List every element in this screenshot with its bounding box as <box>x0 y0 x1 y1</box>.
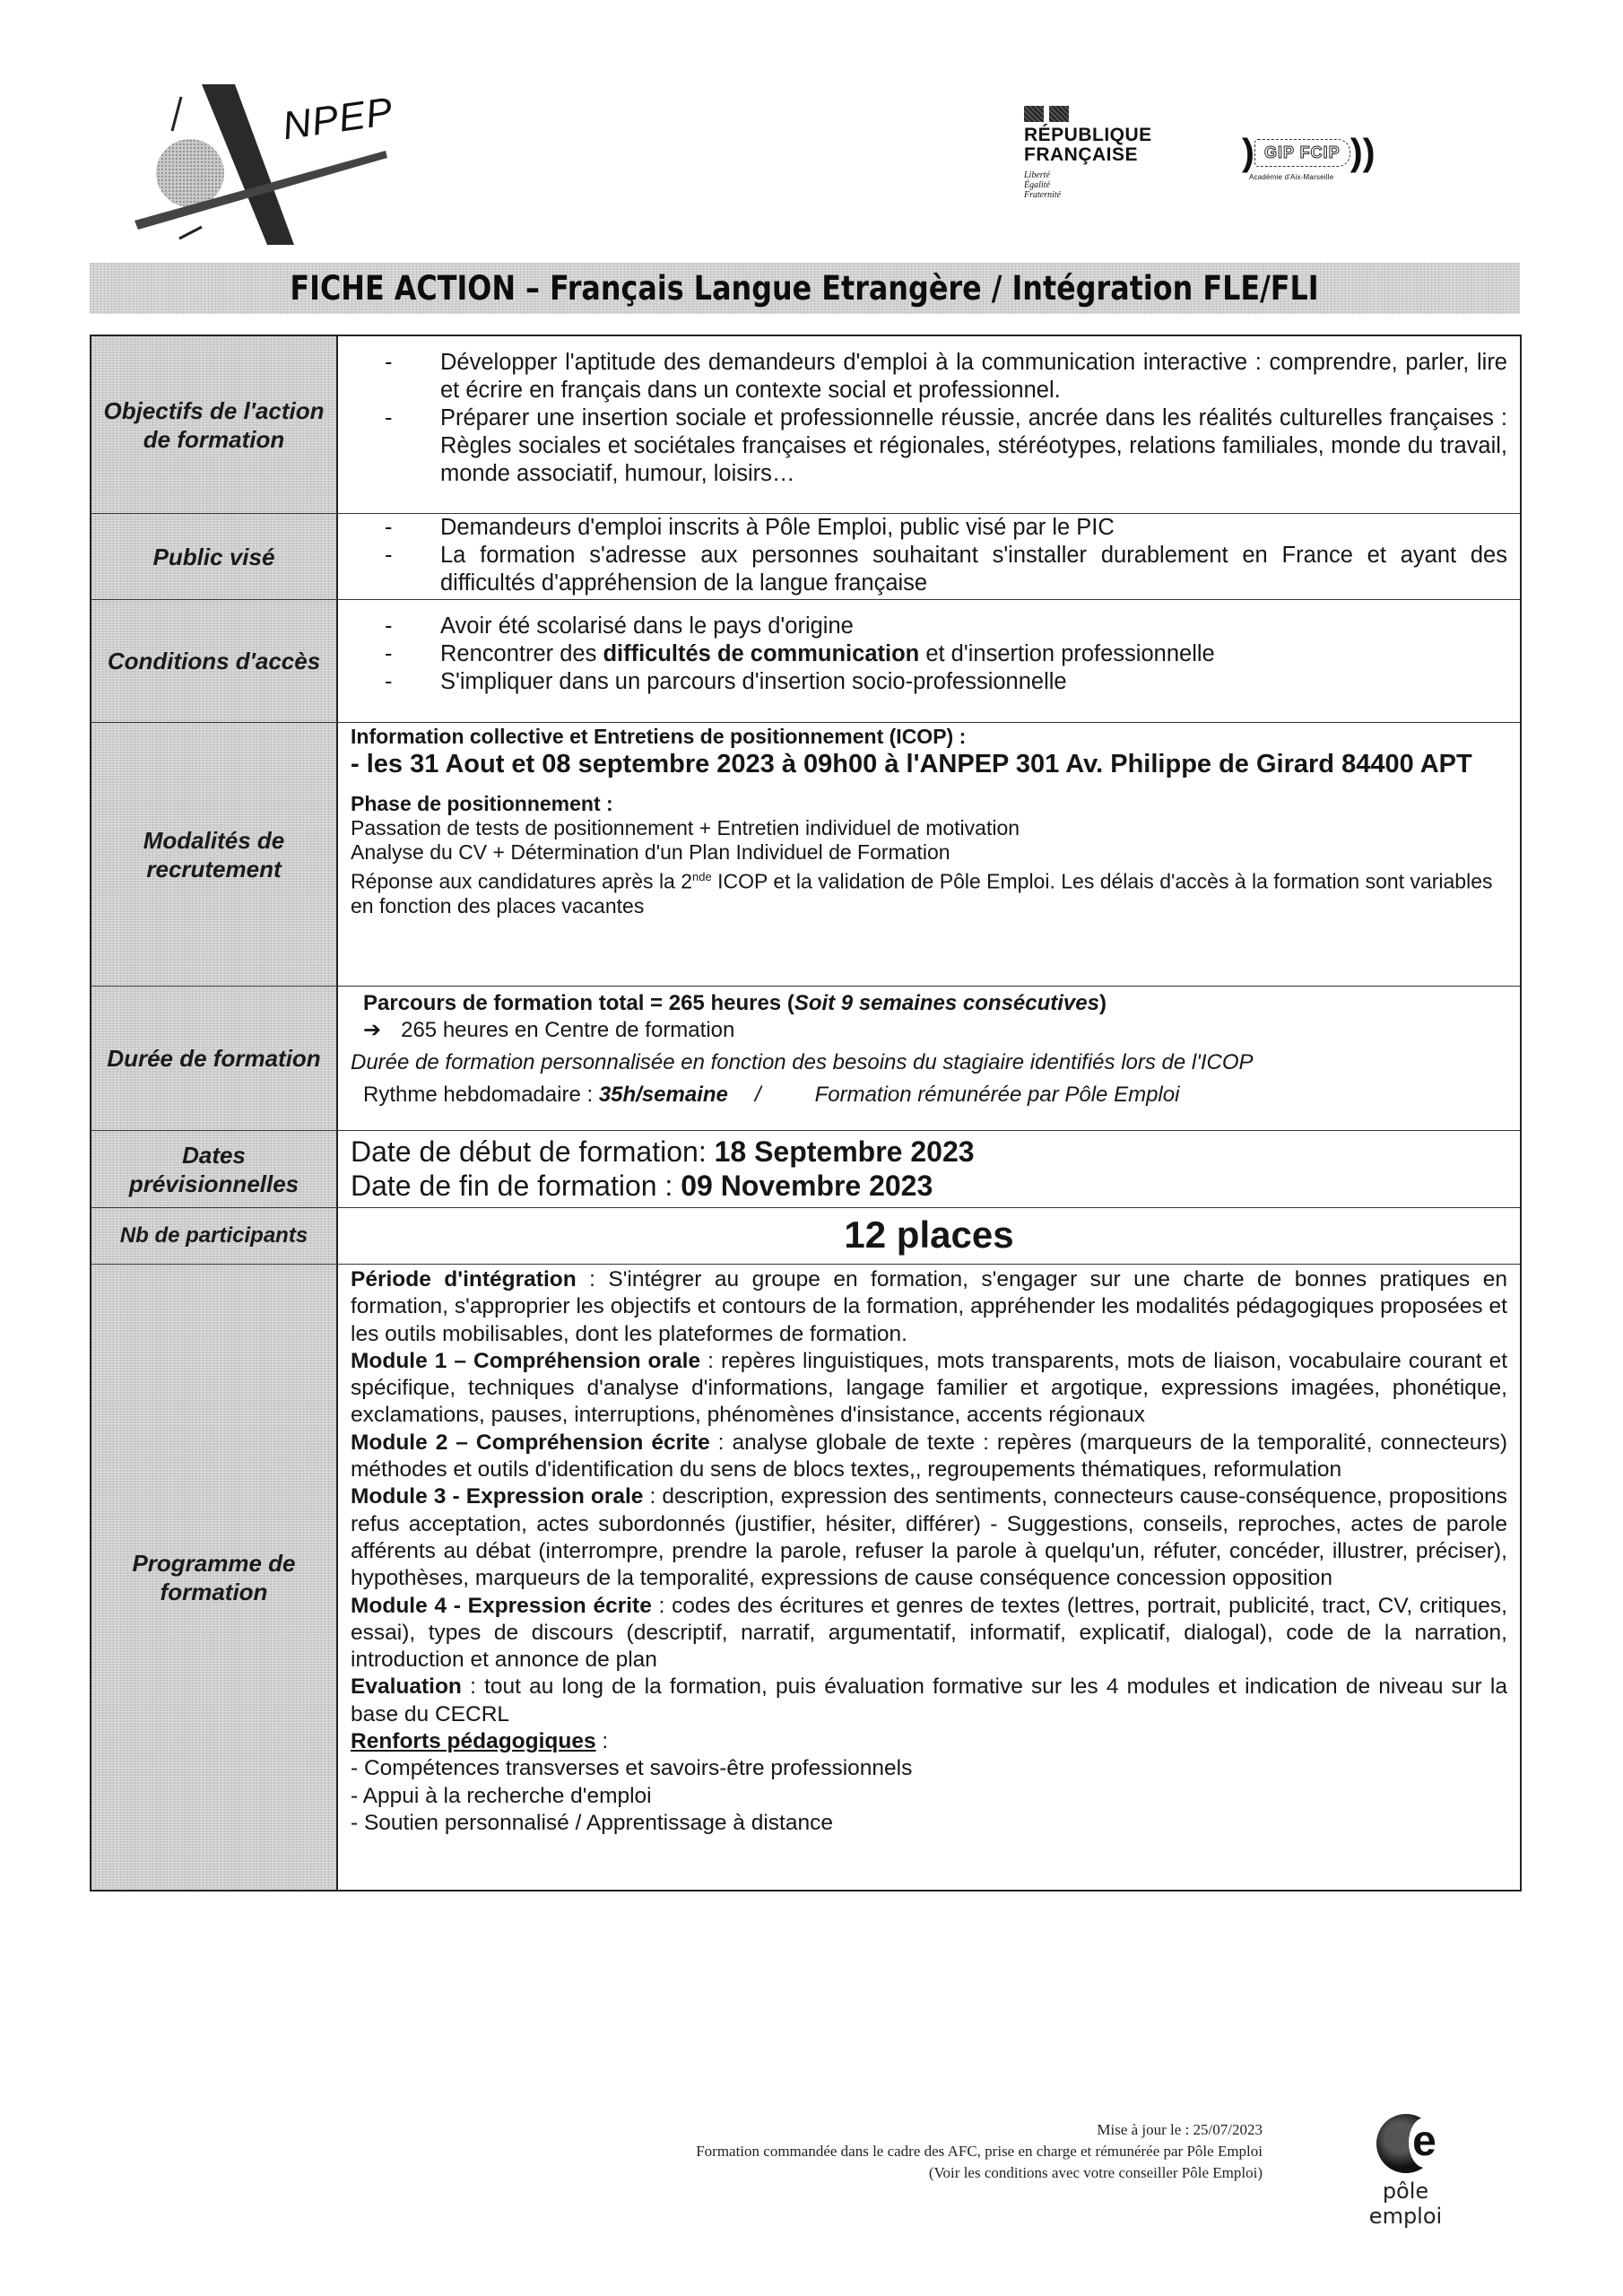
label-programme-formation: Programme de formation <box>91 1265 338 1890</box>
republique-title-line2: FRANÇAISE <box>1024 144 1139 165</box>
condition-emphasis: difficultés de communication <box>603 641 920 666</box>
arrow-right-icon: ➔ <box>363 1018 382 1042</box>
label-duree-formation: Durée de formation <box>91 987 338 1130</box>
programme-block: Module 4 - Expression écrite : codes des écritures et genres de textes (lettres, portrait, publicité, tract, CV, critiques, essai), types de discours (descriptif, narratif, argumentatif, informatif, explicatif, dialogal), code de la narration, introduction et annonce de plan <box>351 1593 1507 1673</box>
content-nb-participants <box>338 1208 1520 1264</box>
row-programme-formation <box>91 1264 1520 1890</box>
phase-line: Passation de tests de positionnement + Entretien individuel de motivation <box>351 816 1020 839</box>
parcours-total: Parcours de formation total = 265 heures (Soit 9 semaines consécutives) <box>363 991 1107 1015</box>
public-item: - La formation s'adresse aux personnes souhaitant s'installer durablement en France et ayant des difficultés d'appréhension de la langue française <box>351 542 1507 597</box>
row-objectifs <box>91 336 1520 513</box>
pole-emploi-wordmark: pôle emploi <box>1368 2179 1443 2229</box>
programme-block: Module 1 – Compréhension orale : repères linguistiques, mots transparents, mots de liaison, vocabulaire courant et spécifique, techniques d'analyse d'informations, langage familier et argotique, expressions imagées, phonétique, exclamations, pauses, interruptions, phénomènes d'insistance, accents régionaux <box>351 1348 1507 1428</box>
fiche-table <box>90 335 1522 1892</box>
public-item: - Demandeurs d'emploi inscrits à Pôle Emploi, public visé par le PIC <box>351 514 1507 542</box>
reponse-candidatures: Réponse aux candidatures après la 2nde ICOP et la validation de Pôle Emploi. Les délais d'accès à la formation sont variables en fonction des places vacantes <box>351 869 1493 918</box>
row-public-vise <box>91 513 1520 599</box>
footer-updated-date: Mise à jour le : 25/07/2023 <box>1097 2121 1263 2138</box>
objectif-item: - Développer l'aptitude des demandeurs d'emploi à la communication interactive : comprendre, parler, lire et écrire en français dans un contexte social et professionnel. <box>351 349 1507 404</box>
programme-block: Evaluation : tout au long de la formation, puis évaluation formative sur les 4 modules et indication de niveau sur la base du CECRL <box>351 1674 1507 1726</box>
programme-block: Module 3 - Expression orale : description, expression des sentiments, connecteurs cause-conséquence, propositions refus acceptation, actes subordonnés (justifier, hésiter, différer) - Suggestions, conseils, reproches, actes de parole afférents au débat (interrompre, prendre la parole, refuser la parole à quelqu'un, réfuter, concéder, illustrer, préciser), hypothèses, marqueurs de la temporalité, expressions de cause conséquence concession opposition <box>351 1484 1508 1591</box>
content-programme-formation <box>338 1265 1520 1890</box>
objectif-item: - Préparer une insertion sociale et professionnelle réussie, ancrée dans les réalités culturelles françaises : Règles sociales et sociétales françaises et régionales, stéréotypes, relations familiales, monde du travail, monde associatif, humour, loisirs… <box>351 404 1507 488</box>
anpep-logo-text: NPEP <box>280 89 396 149</box>
content-conditions-acces <box>338 600 1520 722</box>
label-dates-previsionnelles: Dates prévisionnelles <box>91 1131 338 1207</box>
heures-centre: ➔ 265 heures en Centre de formation <box>363 1018 735 1042</box>
label-objectifs: Objectifs de l'action de formation <box>91 336 338 513</box>
footer-advisor-note: (Voir les conditions avec votre conseiller Pôle Emploi) <box>928 2164 1263 2181</box>
row-modalites-recrutement <box>91 722 1520 986</box>
condition-item: - S'impliquer dans un parcours d'insertion socio-professionnelle <box>351 668 1507 696</box>
pole-emploi-logo <box>1350 2114 1462 2229</box>
row-nb-participants <box>91 1207 1520 1264</box>
content-public-vise <box>338 514 1520 599</box>
row-conditions-acces <box>91 599 1520 722</box>
programme-block: Période d'intégration : S'intégrer au groupe en formation, s'engager sur une charte de bonnes pratiques en formation, s'approprier les objectifs et contours de la formation, appréhender les modalités pédagogiques proposées et les outils mobilisables, dont les plateformes de formation. <box>351 1267 1507 1346</box>
label-conditions-acces: Conditions d'accès <box>91 600 338 722</box>
phase-heading: Phase de positionnement : <box>351 792 613 815</box>
gip-fcip-text: GIP FCIP <box>1254 139 1350 167</box>
footer <box>538 2119 1263 2184</box>
label-nb-participants: Nb de participants <box>91 1208 338 1264</box>
renfort-item: - Soutien personnalisé / Apprentissage à distance <box>351 1810 833 1835</box>
icop-heading: Information collective et Entretiens de positionnement (ICOP) : <box>351 725 967 748</box>
rythme-hebdomadaire: Rythme hebdomadaire : 35h/semaine / Formation rémunérée par Pôle Emploi <box>363 1083 1180 1107</box>
gip-left-bracket-icon: ) <box>1242 131 1254 173</box>
condition-item: - Avoir été scolarisé dans le pays d'origine <box>351 613 1507 640</box>
date-fin: Date de fin de formation : 09 Novembre 2023 <box>351 1170 933 1202</box>
icop-dates: - les 31 Aout et 08 septembre 2023 à 09h00 à l'ANPEP 301 Av. Philippe de Girard 84400 APT <box>351 750 1472 778</box>
duree-personnalisee: Durée de formation personnalisée en fonction des besoins du stagiaire identifiés lors de l'ICOP <box>351 1050 1254 1074</box>
footer-financing-note: Formation commandée dans le cadre des AFC, prise en charge et rémunérée par Pôle Emploi <box>696 2143 1263 2160</box>
phase-line: Analyse du CV + Détermination d'un Plan Individuel de Formation <box>351 840 950 864</box>
gip-right-brackets-icon: )) <box>1350 131 1376 173</box>
motto-egalite: Égalité <box>1024 180 1050 190</box>
pole-emploi-emblem-icon: e <box>1376 2114 1436 2173</box>
date-debut: Date de début de formation: 18 Septembre 2023 <box>351 1135 975 1168</box>
label-public-vise: Public visé <box>91 514 338 599</box>
republique-francaise-logo <box>1024 106 1185 200</box>
republique-title-line1: RÉPUBLIQUE <box>1024 125 1152 145</box>
content-modalites-recrutement <box>338 723 1520 986</box>
nb-participants-value: 12 places <box>844 1213 1014 1256</box>
page-title: FICHE ACTION – Français Langue Etrangère / Intégration FLE/FLI <box>290 269 1320 308</box>
programme-block: Module 2 – Compréhension écrite : analyse globale de texte : repères (marqueurs de la temporalité, connecteurs) méthodes et outils d'identification du sens de blocs textes,, regroupements thématiques, reformulation <box>351 1430 1507 1483</box>
renfort-item: - Compétences transverses et savoirs-être professionnels <box>351 1756 913 1781</box>
row-dates-previsionnelles <box>91 1130 1520 1207</box>
marianne-icon <box>1024 106 1185 122</box>
motto-liberte: Liberté <box>1024 170 1050 180</box>
motto-fraternite: Fraternité <box>1024 190 1062 200</box>
content-objectifs <box>338 336 1520 513</box>
renfort-item: - Appui à la recherche d'emploi <box>351 1783 652 1808</box>
content-dates-previsionnelles <box>338 1131 1520 1207</box>
renforts-heading: Renforts pédagogiques : <box>351 1729 609 1754</box>
content-duree-formation <box>338 987 1520 1130</box>
title-bar <box>90 263 1520 314</box>
gip-fcip-logo <box>1242 131 1421 181</box>
condition-item: - Rencontrer des difficultés de communication et d'insertion professionnelle <box>351 640 1507 668</box>
row-duree-formation <box>91 986 1520 1130</box>
label-modalites-recrutement: Modalités de recrutement <box>91 723 338 986</box>
gip-fcip-subtitle: Académie d'Aix-Marseille <box>1249 173 1334 181</box>
